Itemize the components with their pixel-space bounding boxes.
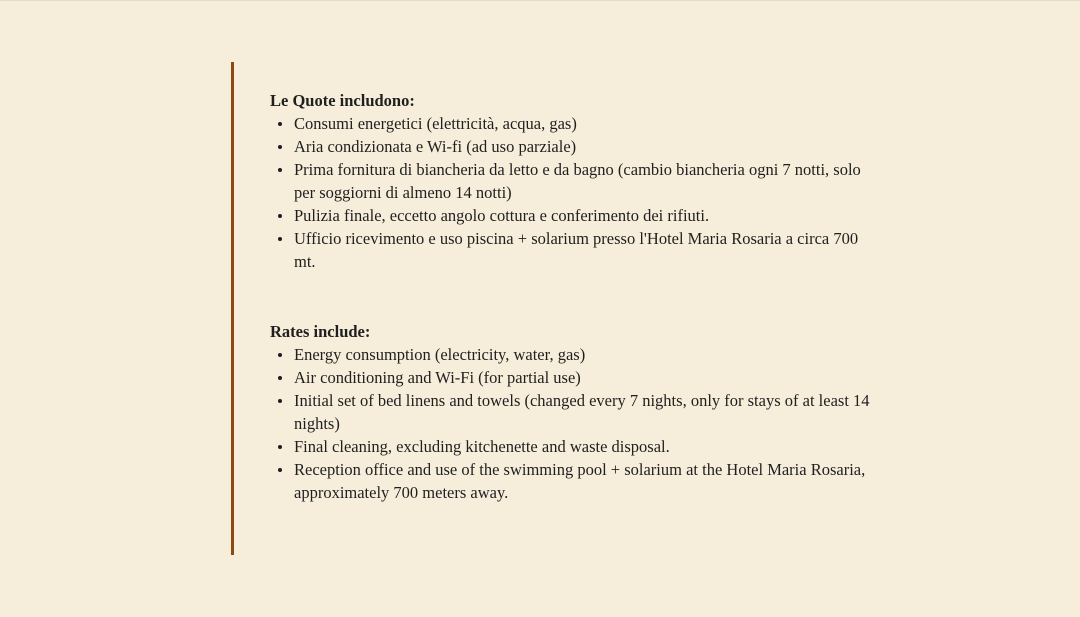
list-item: Aria condizionata e Wi-fi (ad uso parziale) (294, 135, 880, 158)
list-item: Pulizia finale, eccetto angolo cottura e conferimento dei rifiuti. (294, 204, 880, 227)
english-heading: Rates include: (270, 322, 371, 341)
list-item: Air conditioning and Wi-Fi (for partial use) (294, 366, 880, 389)
rates-content (270, 89, 880, 504)
list-item: Consumi energetici (elettricità, acqua, gas) (294, 112, 880, 135)
italian-list (270, 112, 880, 273)
list-item: Prima fornitura di biancheria da letto e da bagno (cambio biancheria ogni 7 notti, solo per soggiorni di almeno 14 notti) (294, 158, 880, 204)
list-item: Final cleaning, excluding kitchenette and waste disposal. (294, 435, 880, 458)
italian-heading: Le Quote includono: (270, 91, 415, 110)
english-section (270, 320, 880, 504)
list-item: Initial set of bed linens and towels (changed every 7 nights, only for stays of at least 14 nights) (294, 389, 880, 435)
accent-vertical-bar (231, 62, 234, 555)
list-item: Energy consumption (electricity, water, gas) (294, 343, 880, 366)
section-spacer (270, 273, 880, 320)
list-item: Reception office and use of the swimming pool + solarium at the Hotel Maria Rosaria, approximately 700 meters away. (294, 458, 880, 504)
list-item: Ufficio ricevimento e uso piscina + solarium presso l'Hotel Maria Rosaria a circa 700 mt. (294, 227, 880, 273)
italian-section (270, 89, 880, 273)
english-list (270, 343, 880, 504)
